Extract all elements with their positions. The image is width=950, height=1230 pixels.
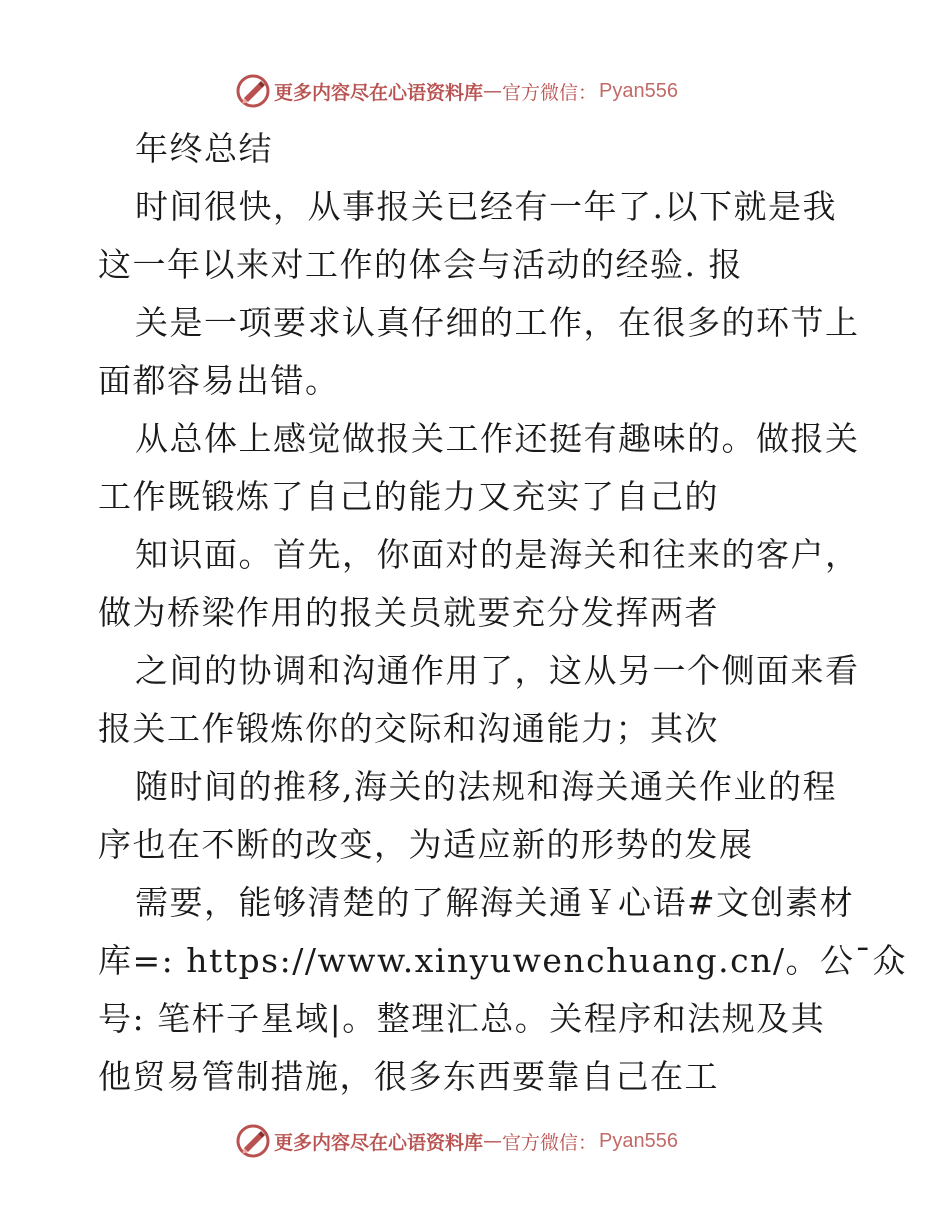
paragraph-line: 序也在不断的改变，为适应新的形势的发展 (98, 825, 754, 864)
paragraph-line: 他贸易管制措施，很多东西要靠自己在工 (98, 1057, 719, 1096)
paragraph-line: 从总体上感觉做报关工作还挺有趣味的。做报关 (135, 419, 860, 458)
banner-handle: Pyan556 (599, 79, 678, 102)
paragraph-line: 关是一项要求认真仔细的工作，在很多的环节上 (135, 303, 860, 342)
paragraph-line: 做为桥梁作用的报关员就要充分发挥两者 (98, 593, 719, 632)
banner-main-text: 更多内容尽在心语资料库 (274, 81, 484, 104)
banner-handle: Pyan556 (599, 1129, 678, 1152)
banner-sub-text: 官方微信： (502, 81, 598, 104)
paragraph-line: 需要，能够清楚的了解海关通￥心语#文创素材 (135, 883, 855, 922)
banner-sub-text: 官方微信： (502, 1131, 598, 1154)
paragraph-line: 随时间的推移,海关的法规和海关通关作业的程 (135, 767, 837, 806)
banner-separator: — (483, 80, 503, 102)
document-body (98, 120, 907, 1106)
banner-separator: — (483, 1130, 503, 1152)
paragraph-line: 之间的协调和沟通作用了，这从另一个侧面来看 (135, 651, 860, 690)
paragraph-line: 号: 笔杆子星域|。整理汇总。关程序和法规及其 (98, 999, 826, 1038)
header-banner (236, 71, 678, 111)
banner-main-text: 更多内容尽在心语资料库 (274, 1131, 484, 1154)
paragraph-line: 库=: https://www.xinyuwenchuang.cn/。公¯众 (98, 941, 907, 980)
pen-logo-icon (236, 1124, 270, 1158)
paragraph-line: 这一年以来对工作的体会与活动的经验. 报 (98, 245, 743, 284)
paragraph-line: 面都容易出错。 (98, 361, 340, 400)
paragraph-line: 时间很快，从事报关已经有一年了.以下就是我 (135, 187, 837, 226)
paragraph-line: 报关工作锻炼你的交际和沟通能力；其次 (98, 709, 719, 748)
footer-banner (236, 1121, 678, 1161)
document-title: 年终总结 (135, 129, 273, 168)
paragraph-line: 知识面。首先，你面对的是海关和往来的客户， (135, 535, 860, 574)
paragraph-line: 工作既锻炼了自己的能力又充实了自己的 (98, 477, 719, 516)
pen-logo-icon (236, 74, 270, 108)
